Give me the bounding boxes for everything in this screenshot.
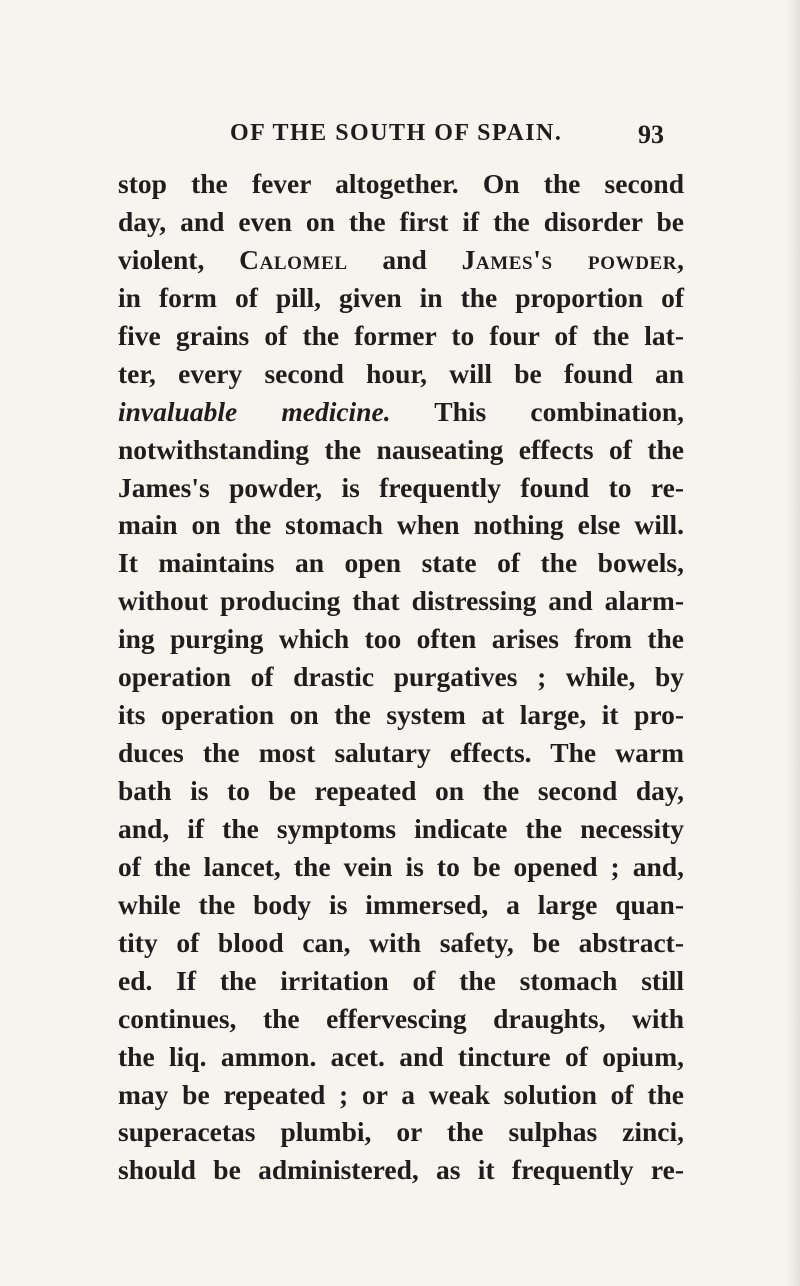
text-line-with-small-caps: [118, 241, 684, 279]
small-caps-term-calomel: Calomel: [239, 243, 348, 275]
text-fragment: ,: [677, 243, 684, 275]
text-line: while the body is immersed, a large quan-: [118, 888, 684, 920]
text-line: notwithstanding the nauseating effects of the: [118, 433, 684, 465]
page-edge-shadow: [786, 0, 800, 1286]
text-fragment: and: [347, 243, 462, 275]
text-line: without producing that distressing and alarm-: [118, 585, 684, 617]
body-text: [118, 165, 684, 1189]
text-line: tity of blood can, with safety, be abstract-: [118, 926, 684, 958]
italic-phrase: invaluable medicine.: [118, 395, 391, 427]
text-line: operation of drastic purgatives ; while, by: [118, 661, 684, 693]
text-line: ter, every second hour, will be found an: [118, 357, 684, 389]
text-line-with-italic: [118, 393, 684, 431]
text-line: and, if the symptoms indicate the necessity: [118, 812, 684, 844]
text-line: may be repeated ; or a weak solution of the: [118, 1078, 684, 1110]
text-fragment: violent,: [118, 243, 240, 275]
text-line: in form of pill, given in the proportion of: [118, 281, 684, 313]
page-number: 93: [638, 120, 664, 149]
text-line: continues, the effervescing draughts, with: [118, 1002, 684, 1034]
text-line: It maintains an open state of the bowels,: [118, 547, 684, 579]
text-line: day, and even on the first if the disorder be: [118, 205, 684, 237]
text-line: ed. If the irritation of the stomach still: [118, 964, 684, 996]
text-line: its operation on the system at large, it pro-: [118, 699, 684, 731]
text-line: bath is to be repeated on the second day,: [118, 775, 684, 806]
text-line: duces the most salutary effects. The warm: [118, 737, 684, 769]
running-title: OF THE SOUTH OF SPAIN.: [230, 120, 563, 146]
text-line: James's powder, is frequently found to re-: [118, 471, 684, 503]
text-line: ing purging which too often arises from the: [118, 623, 684, 655]
text-line: main on the stomach when nothing else will.: [118, 509, 684, 541]
text-line: should be administered, as it frequently re-: [118, 1154, 684, 1186]
text-line: of the lancet, the vein is to be opened ; and,: [118, 850, 684, 882]
small-caps-term-james-powder: James's powder: [461, 243, 678, 275]
text-line: superacetas plumbi, or the sulphas zinci,: [118, 1116, 684, 1148]
text-line: five grains of the former to four of the lat-: [118, 319, 684, 351]
text-line: stop the fever altogether. On the second: [118, 168, 684, 199]
text-line: the liq. ammon. acet. and tincture of opium,: [118, 1040, 684, 1072]
running-head: [0, 120, 800, 160]
text-fragment: This combination,: [390, 395, 684, 427]
